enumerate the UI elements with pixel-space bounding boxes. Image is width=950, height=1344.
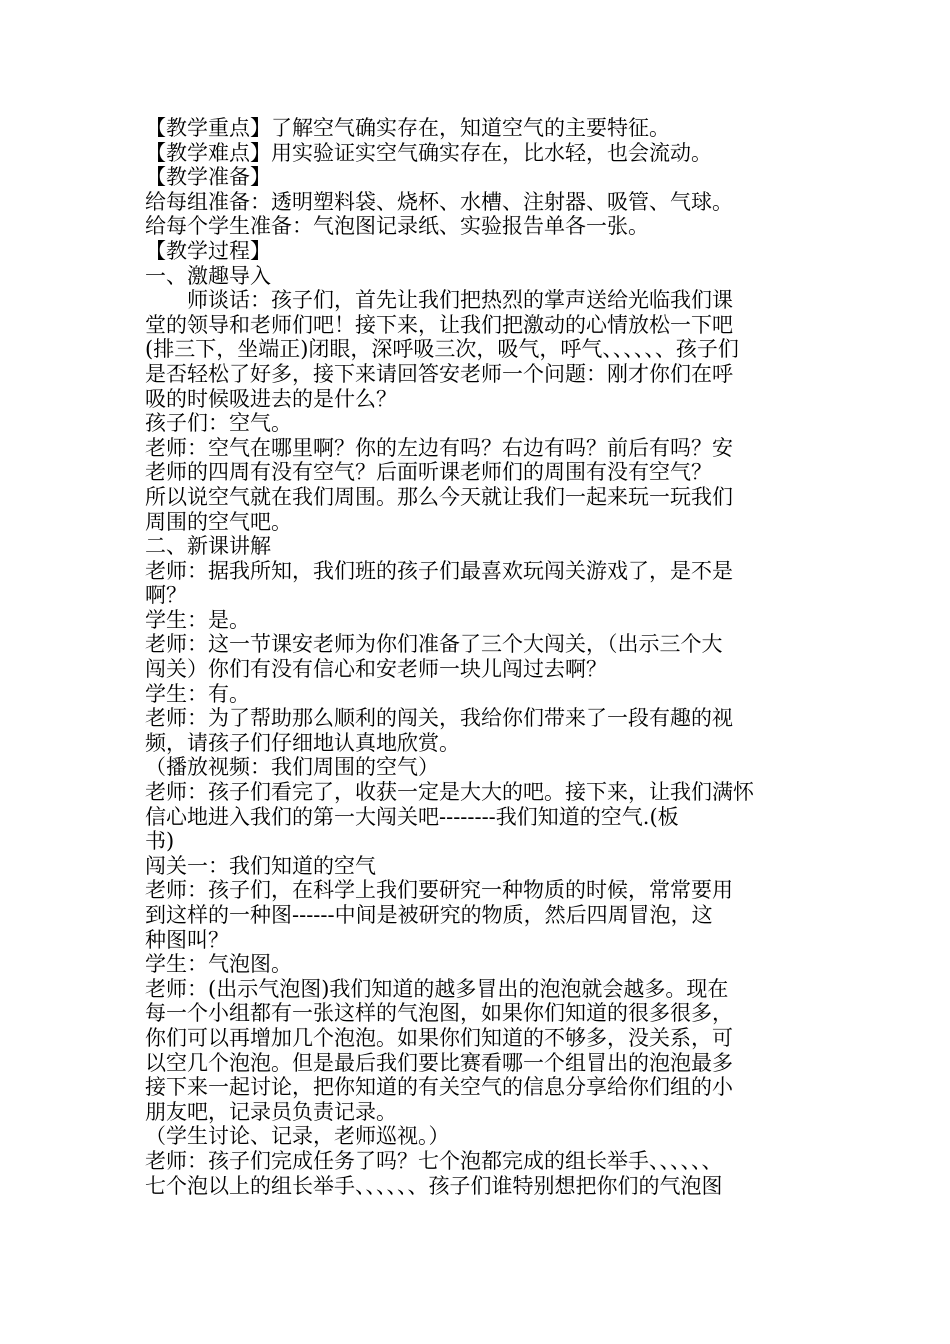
text-line: 【教学重点】了解空气确实存在，知道空气的主要特征。 <box>145 116 670 140</box>
text-line: 每一个小组都有一张这样的气泡图，如果你们知道的很多很多， <box>145 1001 733 1026</box>
text-line: （播放视频：我们周围的空气） <box>145 755 439 780</box>
document-page <box>145 116 810 1198</box>
text-line: 老师：(出示气泡图)我们知道的越多冒出的泡泡就会越多。现在 <box>145 976 729 1001</box>
text-line: 七个泡以上的组长举手、、、、、、孩子们谁特别想把你们的气泡图 <box>145 1173 723 1198</box>
section-heading: 一、激趣导入 <box>145 263 271 288</box>
text-line: 老师：据我所知，我们班的孩子们最喜欢玩闯关游戏了，是不是 <box>145 558 733 583</box>
text-line: 书) <box>145 829 175 854</box>
text-line: 频，请孩子们仔细地认真地欣赏。 <box>145 730 460 755</box>
text-line: 孩子们：空气。 <box>145 411 292 436</box>
text-line: 老师：为了帮助那么顺利的闯关，我给你们带来了一段有趣的视 <box>145 706 733 731</box>
text-line: 接下来一起讨论，把你知道的有关空气的信息分享给你们组的小 <box>145 1075 733 1100</box>
text-line: 老师：这一节课安老师为你们准备了三个大闯关，（出示三个大 <box>145 632 723 657</box>
text-line: 朋友吧，记录员负责记录。 <box>145 1099 397 1124</box>
text-line: 是否轻松了好多，接下来请回答安老师一个问题：刚才你们在呼 <box>145 361 733 386</box>
text-line: 【教学过程】 <box>145 238 271 263</box>
text-line: 【教学准备】 <box>145 165 271 190</box>
text-line: 老师：空气在哪里啊？你的左边有吗？右边有吗？前后有吗？安 <box>145 435 733 460</box>
text-line: （学生讨论、记录，老师巡视。） <box>145 1124 450 1149</box>
text-line: 学生：有。 <box>145 681 250 706</box>
text-line: 闯关）你们有没有信心和安老师一块儿闯过去啊？ <box>145 657 607 682</box>
text-line: 啊？ <box>145 583 187 608</box>
text-line: 老师的四周有没有空气？后面听课老师们的周围有没有空气？ <box>145 460 712 485</box>
text-line: 种图叫？ <box>145 927 229 952</box>
text-line: 堂的领导和老师们吧！接下来，让我们把激动的心情放松一下吧 <box>145 312 733 337</box>
text-line: 给每组准备：透明塑料袋、烧杯、水槽、注射器、吸管、气球。 <box>145 189 733 214</box>
text-line: 给每个学生准备：气泡图记录纸、实验报告单各一张。 <box>145 214 649 239</box>
text-line: 你们可以再增加几个泡泡。如果你们知道的不够多，没关系，可 <box>145 1025 733 1050</box>
text-line: 吸的时候吸进去的是什么？ <box>145 386 397 411</box>
text-line: 周围的空气吧。 <box>145 509 292 534</box>
text-line: 老师：孩子们完成任务了吗？七个泡都完成的组长举手、、、、、、 <box>145 1148 723 1173</box>
text-line: 老师：孩子们，在科学上我们要研究一种物质的时候，常常要用 <box>145 878 733 903</box>
text-line: 学生：气泡图。 <box>145 952 292 977</box>
text-line: 【教学难点】用实验证实空气确实存在，比水轻，也会流动。 <box>145 140 712 165</box>
text-line: (排三下，坐端正)闭眼，深呼吸三次，吸气，呼气、、、、、、孩子们 <box>145 337 739 362</box>
text-line: 闯关一：我们知道的空气 <box>145 853 376 878</box>
text-line: 信心地进入我们的第一大闯关吧--------我们知道的空气.(板 <box>145 804 679 829</box>
text-line: 学生：是。 <box>145 607 250 632</box>
text-line: 以空几个泡泡。但是最后我们要比赛看哪一个组冒出的泡泡最多 <box>145 1050 733 1075</box>
section-heading: 二、新课讲解 <box>145 534 271 559</box>
text-line: 老师：孩子们看完了，收获一定是大大的吧。接下来，让我们满怀 <box>145 780 754 805</box>
text-line: 师谈话：孩子们，首先让我们把热烈的掌声送给光临我们课 <box>187 288 733 313</box>
text-line: 到这样的一种图------中间是被研究的物质，然后四周冒泡，这 <box>145 903 713 927</box>
text-line: 所以说空气就在我们周围。那么今天就让我们一起来玩一玩我们 <box>145 484 733 509</box>
